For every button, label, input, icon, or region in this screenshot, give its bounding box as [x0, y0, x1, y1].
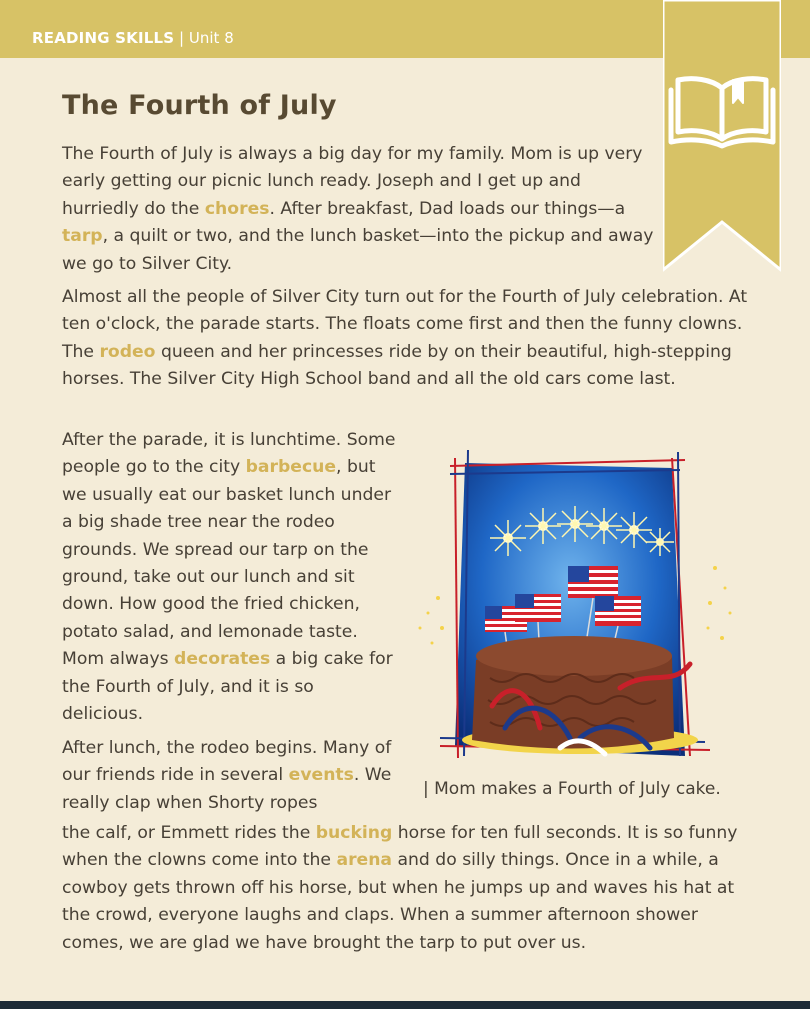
vocabulary-word: bucking: [315, 823, 393, 843]
paragraph-text: , a quilt or two, and the lunch basket—into the pickup and away we go to Silver City.: [62, 226, 654, 274]
paragraph-1: [62, 141, 662, 278]
paragraph-text: , but we usually eat our basket lunch under a big shade tree near the rodeo grounds. We spread our tarp on the ground, take out our lunch and sit down. How good the fried chicken, potato salad, and lemonade taste. Mom always: [62, 457, 392, 670]
paragraph-text: horse for ten full seconds. It is so funny when the clowns come into the: [62, 823, 738, 871]
vocabulary-word: arena: [336, 850, 393, 871]
paragraph-text: a big cake for the Fourth of July, and it is so delicious.: [62, 649, 393, 725]
paragraph-4: [62, 735, 397, 817]
paragraph-2: [62, 284, 762, 394]
paragraph-text: and do silly things. Once in a while, a cowboy gets thrown off his horse, but when he jumps up and waves his hat at the crowd, everyone laughs and claps. When a summer afternoon shower comes, we are glad we have brought the tarp to put over us.: [62, 850, 735, 953]
bookmark-ribbon: [663, 0, 781, 275]
cake-illustration: [410, 438, 750, 783]
bottom-bar: [0, 1001, 810, 1009]
vocabulary-word: events: [288, 765, 354, 786]
paragraph-text: The Fourth of July is always a big day for my family. Mom is up very early getting our picnic lunch ready. Joseph and I get up and hurriedly do the: [62, 144, 643, 219]
paragraph-4-continued: [62, 820, 762, 957]
vocabulary-word: rodeo: [99, 341, 156, 362]
header-separator: |: [179, 29, 185, 47]
paragraph-3: [62, 427, 397, 728]
vocabulary-word: chores: [204, 198, 270, 219]
paragraph-text: Almost all the people of Silver City turn out for the Fourth of July celebration. At ten o'clock, the parade starts. The floats come first and then the funny clowns. The: [62, 287, 748, 362]
paragraph-text: . We really clap when Shorty ropes: [62, 765, 392, 813]
paragraph-text: . After breakfast, Dad loads our things—a: [269, 198, 626, 219]
paragraph-text: the calf, or Emmett rides the: [62, 823, 316, 843]
vocabulary-word: barbecue: [245, 457, 337, 478]
paragraph-text: After the parade, it is lunchtime. Some people go to the city: [62, 430, 396, 478]
section-header: [32, 29, 234, 47]
section-label: READING SKILLS: [32, 29, 175, 47]
unit-label: Unit 8: [188, 29, 234, 47]
vocabulary-word: tarp: [62, 226, 103, 247]
story-title: The Fourth of July: [62, 90, 337, 121]
figure-caption: | Mom makes a Fourth of July cake.: [423, 779, 721, 799]
paragraph-text: After lunch, the rodeo begins. Many of our friends ride in several: [62, 738, 392, 786]
paragraph-text: queen and her princesses ride by on their beautiful, high-stepping horses. The Silver City High School band and all the old cars come last.: [62, 341, 732, 390]
vocabulary-word: decorates: [174, 649, 271, 670]
